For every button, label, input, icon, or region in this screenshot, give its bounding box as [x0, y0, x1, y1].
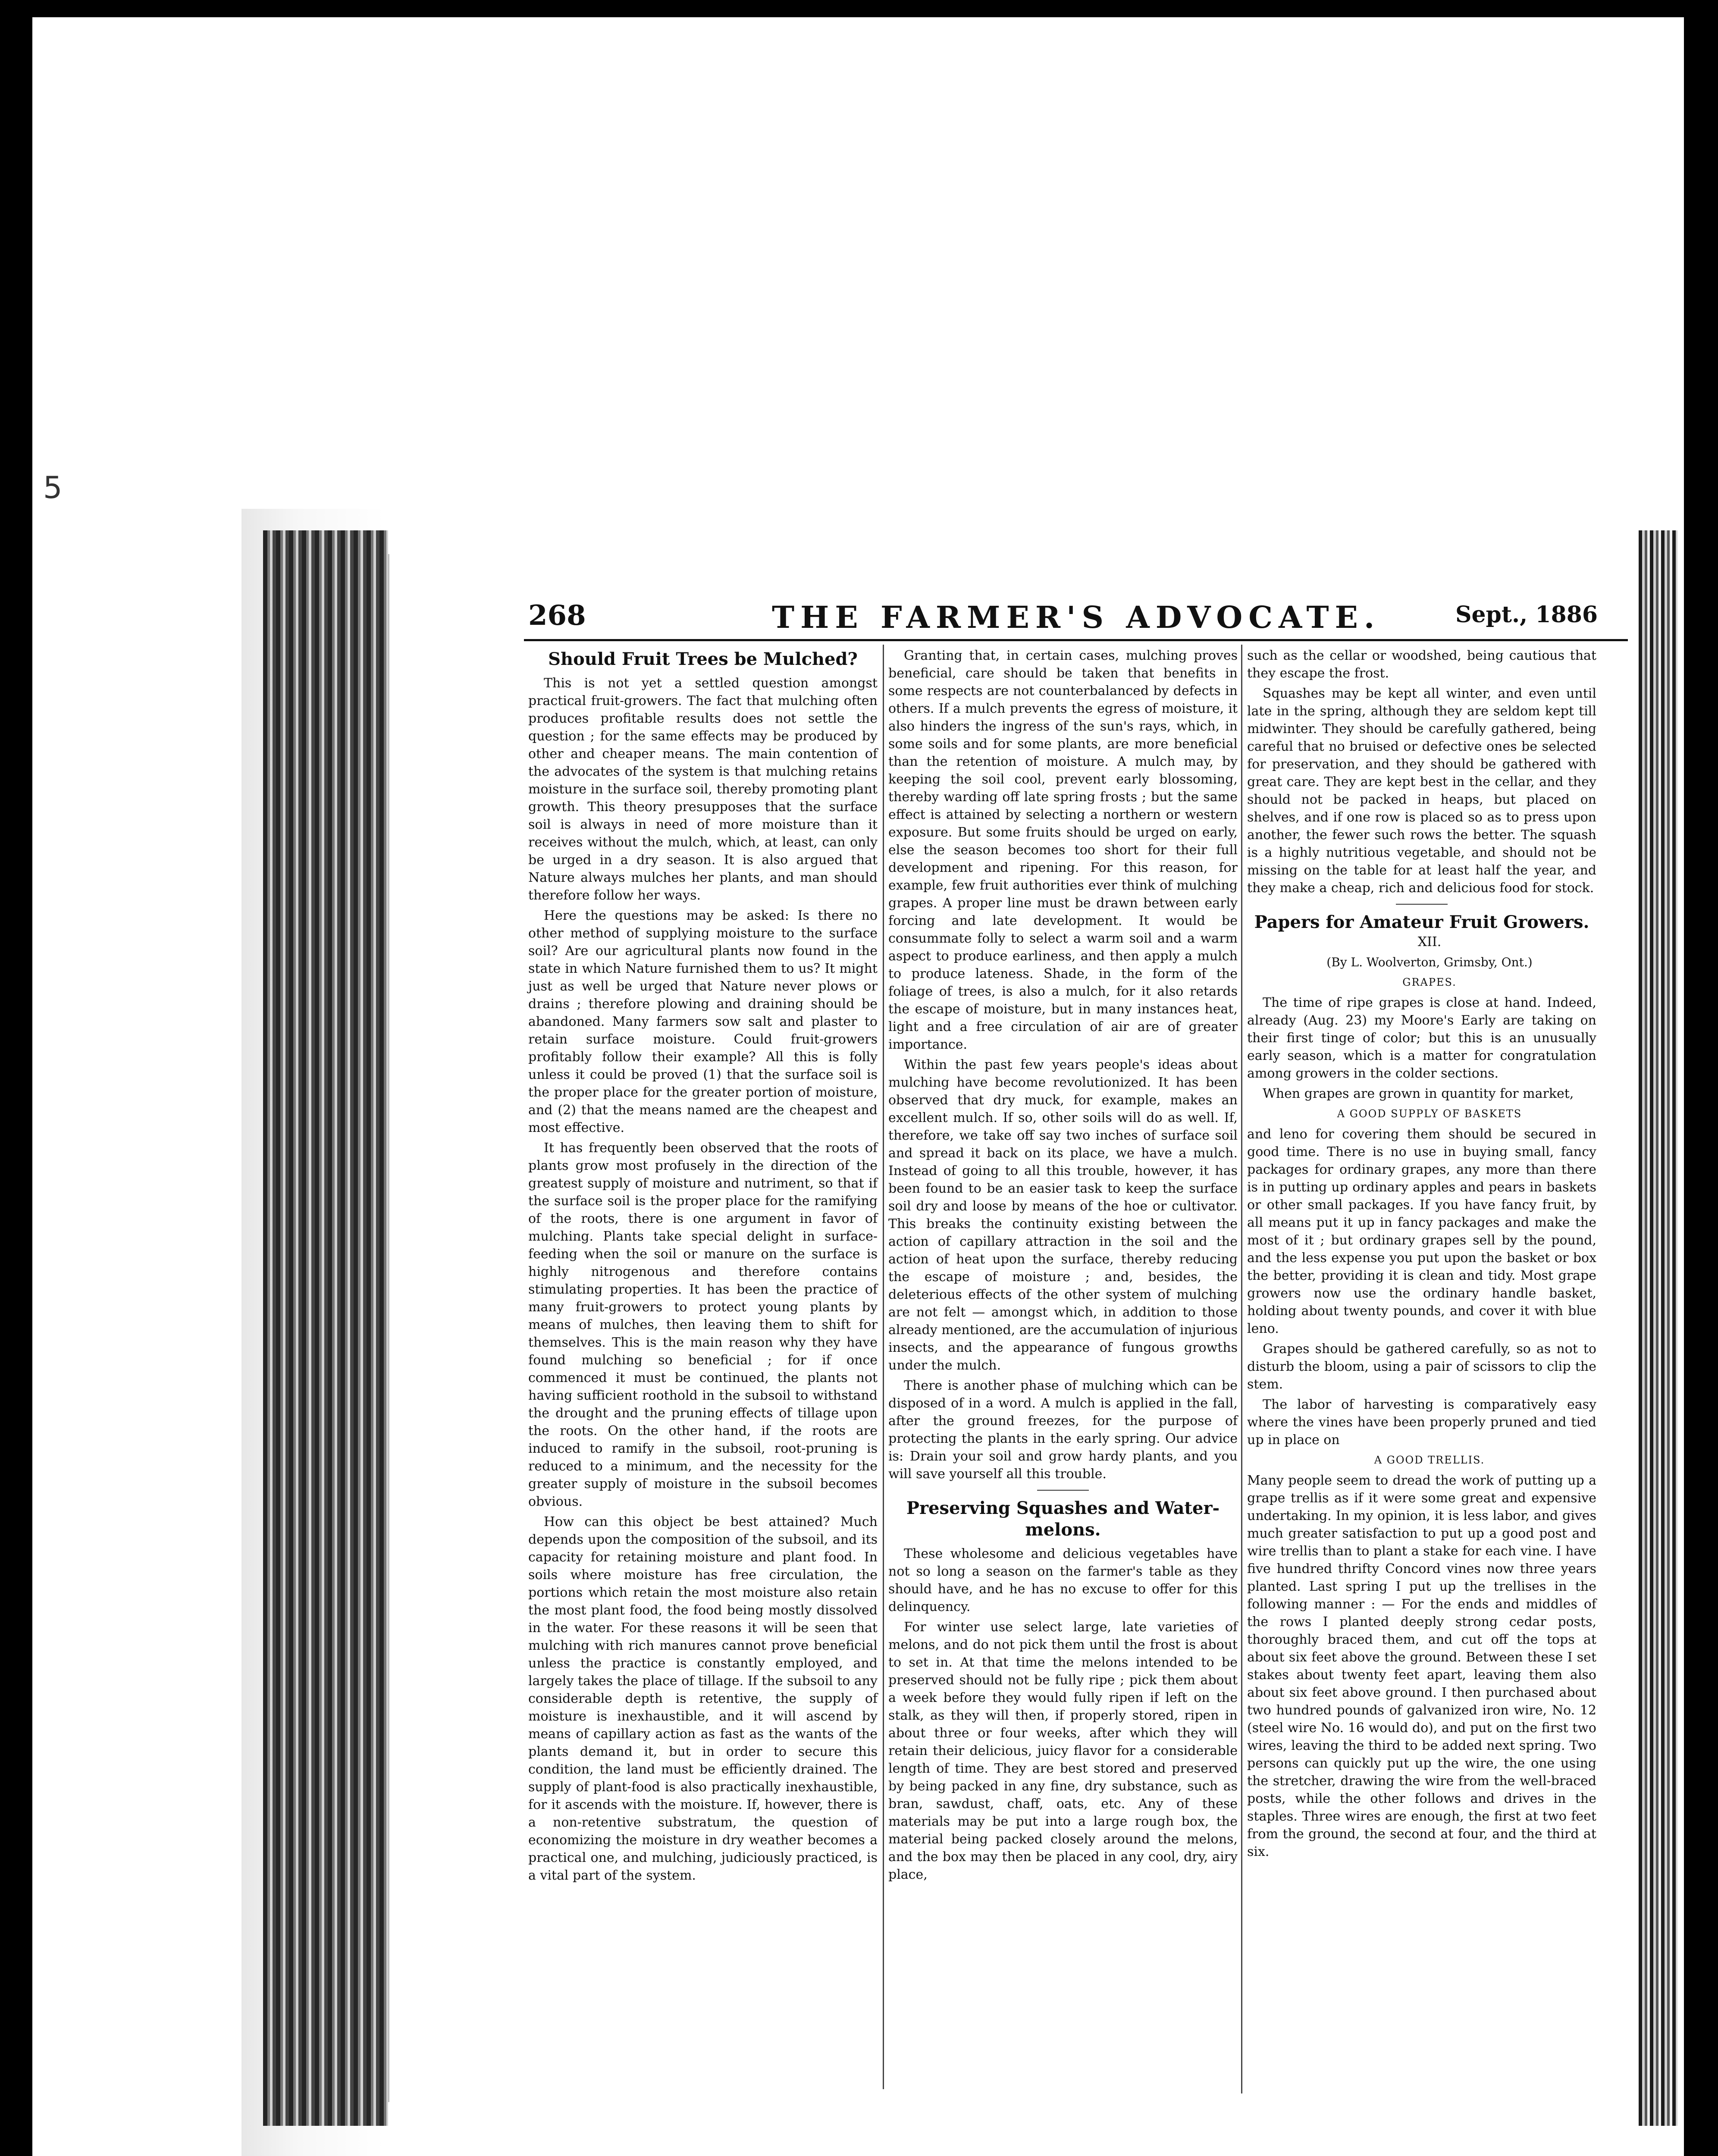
subhead-trellis: A GOOD TRELLIS.: [1374, 1454, 1485, 1466]
byline: (By L. Woolverton, Grimsby, Ont.): [1326, 955, 1533, 969]
scan-border-top: [0, 0, 1718, 17]
section-divider: [1396, 904, 1448, 905]
column-rule-2: [1241, 645, 1242, 2093]
paragraph: Granting that, in certain cases, mulching proves beneficial, care should be taken that benefits in some respects are not counterbalanced by defects in others. If a mulch prevents the egress of moisture, it also hinders the ingress of the sun's rays, which, in some soils and for some plants, are more beneficial than the retention of moisture. A mulch may, by keeping the soil cool, prevent early blossoming, thereby warding off late spring frosts ; but the same effect is attained by selecting a northern or western exposure. But some fruits should be urged on early, else the season becomes too short for their full development and ripening. For this reason, for example, few fruit authorities ever think of mulching grapes. A proper line must be drawn between early forcing and late development. It would be consummate folly to select a warm soil and a warm aspect to produce earliness, and then apply a mulch to produce lateness. Shade, in the form of the foliage of trees, is also a mulch, for it also retards the escape of moisture, but in many instances heat, light and a free circulation of air are of greater importance.: [888, 648, 1238, 1052]
paragraph: How can this object be best attained? Much depends upon the composition of the subsoil, and its capacity for retaining moisture and plant food. In soils where moisture has free circulation, the portions which retain the most moisture also retain the most plant food, the food being mostly dissolved in the water. For these reasons it will be seen that mulching with rich manures cannot prove beneficial unless the practice is constantly employed, and largely takes the place of tillage. If the subsoil to any considerable depth is retentive, the supply of moisture is inexhaustible, and it will ascend by means of capillary action as fast as the wants of the plants demand it, but in order to secure this condition, the land must be efficiently drained. The supply of plant-food is also practically inexhaustible, for it ascends with the moisture. If, however, there is a non-retentive substratum, the question of economizing the moisture in dry weather becomes a practical one, and mulching, judiciously practiced, is a vital part of the system.: [528, 1514, 878, 1883]
page-number: 268: [528, 599, 586, 632]
paragraph: There is another phase of mulching which can be disposed of in a word. A mulch is applied in the fall, after the ground freezes, for the purpose of protecting the plants in the early spring. Our advice is: Drain your soil and grow hardy plants, and you will save yourself all this trouble.: [888, 1378, 1238, 1482]
paragraph: These wholesome and delicious vegetables have not so long a season on the farmer's table as they should have, and he has no excuse to offer for this delinquency.: [888, 1546, 1238, 1614]
paragraph: The time of ripe grapes is close at hand. Indeed, already (Aug. 23) my Moore's Early are taking on their first tinge of color; but this is an unusually early season, which is a matter for congratulation among growers in the colder sections.: [1247, 995, 1596, 1081]
subhead-grapes: GRAPES.: [1402, 976, 1457, 988]
paragraph: Grapes should be gathered carefully, so as not to disturb the bloom, using a pair of scissors to clip the stem.: [1247, 1341, 1596, 1392]
scan-border-right: [1684, 0, 1718, 2156]
masthead-title: THE FARMER'S ADVOCATE.: [772, 599, 1381, 635]
column-2: [888, 647, 1238, 1886]
article-title-mulching: Should Fruit Trees be Mulched?: [548, 649, 858, 669]
margin-note: 5: [43, 470, 63, 505]
paragraph: Squashes may be kept all winter, and even until late in the spring, although they are seldom kept till midwinter. They should be carefully gathered, being careful that no bruised or defective ones be selected for preservation, and they should be gathered with great care. They are kept best in the cellar, and they should not be packed in heaps, but placed on shelves, and if one row is placed so as to press upon another, the fewer such rows the better. The squash is a highly nutritious vegetable, and should not be missing on the table for at least half the year, and they make a cheap, rich and delicious food for stock.: [1247, 686, 1596, 896]
column-1: [528, 647, 878, 1887]
header-rule: [524, 639, 1628, 641]
subhead-baskets: A GOOD SUPPLY OF BASKETS: [1337, 1108, 1522, 1120]
paragraph: It has frequently been observed that the roots of plants grow most profusely in the direction of the greatest supply of moisture and nutriment, so that if the surface soil is the proper place for the ramifying of the roots, there is one argument in favor of mulching. Plants take special delight in surface-feeding when the soil or manure on the surface is highly nitrogenous and therefore contains stimulating properties. It has been the practice of many fruit-growers to protect young plants by means of mulches, then leaving them to shift for themselves. This is the main reason why they have found mulching so beneficial ; for if once commenced it must be continued, the plants not having sufficient roothold in the subsoil to withstand the drought and the pruning effects of tillage upon the roots. On the other hand, if the roots are induced to ramify in the subsoil, root-pruning is reduced to a minimum, and the necessity for the greater supply of moisture in the subsoil becomes obvious.: [528, 1141, 878, 1509]
issue-date: Sept., 1886: [1455, 602, 1598, 628]
paragraph: and leno for covering them should be secured in good time. There is no use in buying small, fancy packages for ordinary grapes, any more than there is in putting up ordinary apples and pears in baskets or other small packages. If you have fancy fruit, by all means put it up in fancy packages and make the most of it ; but ordinary grapes sell by the pound, and the less expense you put upon the basket or box the better, providing it is clean and tidy. Most grape growers now use the ordinary handle basket, holding about twenty pounds, and cover it with blue leno.: [1247, 1127, 1596, 1336]
paragraph: such as the cellar or woodshed, being cautious that they escape the frost.: [1247, 648, 1596, 681]
page-stack-right: [1639, 530, 1677, 2126]
paragraph: Many people seem to dread the work of putting up a grape trellis as if it were some great and expensive undertaking. In my opinion, it is less labor, and gives much greater satisfaction to put up a good post and wire trellis than to plant a stake for each vine. I have five hundred thrifty Concord vines now three years planted. Last spring I put up the trellises in the following manner : — For the ends and middles of the rows I planted deeply strong cedar posts, thoroughly braced them, and cut off the tops at about six feet above the ground. Between these I set stakes about twenty feet apart, leaving them also about six feet above ground. I then purchased about two hundred pounds of galvanized iron wire, No. 12 (steel wire No. 16 would do), and put on the first two wires, leaving the third to be added next spring. Two persons can quickly put up the wire, the one using the stretcher, drawing the wire from the well-braced posts, while the other follows and drives in the staples. Three wires are enough, the first at two feet from the ground, the second at four, and the third at six.: [1247, 1473, 1596, 1859]
scan-border-left: [0, 0, 32, 2156]
paragraph: For winter use select large, late varieties of melons, and do not pick them until the frost is about to set in. At that time the melons intended to be preserved should not be fully ripe ; pick them about a week before they would fully ripen if left on the stalk, as they will then, if properly stored, ripen in about three or four weeks, after which they will retain their delicious, juicy flavor for a considerable length of time. They are best stored and preserved by being packed in any fine, dry substance, such as bran, sawdust, chaff, oats, etc. Any of these materials may be put into a large rough box, the material being packed closely around the melons, and the box may then be placed in any cool, dry, airy place,: [888, 1620, 1238, 1882]
paragraph: When grapes are grown in quantity for market,: [1263, 1086, 1574, 1101]
paragraph: This is not yet a settled question amongst practical fruit-growers. The fact that mulching often produces profitable results does not settle the question ; for the same effects may be produced by other and cheaper means. The main contention of the advocates of the system is that mulching retains moisture in the surface soil, thereby promoting plant growth. This theory presupposes that the surface soil is always in need of more moisture than it receives without the mulch, which, at least, can only be urged in a dry season. It is also argued that Nature always mulches her plants, and man should therefore follow her ways.: [528, 676, 878, 903]
article-title-squashes: Preserving Squashes and Water-melons.: [906, 1498, 1220, 1540]
paragraph: Within the past few years people's ideas about mulching have become revolutionized. It has been observed that dry muck, for example, makes an excellent mulch. If so, other soils will do as well. If, therefore, we take off say two inches of surface soil and spread it back on its place, we have a mulch. Instead of going to all this trouble, however, it has been found to be an easier task to keep the surface soil dry and loose by means of the hoe or cultivator. This breaks the continuity existing between the action of capillary attraction in the soil and the action of heat upon the surface, thereby reducing the escape of moisture ; and, besides, the deleterious effects of the other system of mulching are not felt — amongst which, in addition to those already mentioned, are the accumulation of injurious insects, and the appearance of fungous growths under the mulch.: [888, 1057, 1238, 1373]
paragraph: Here the questions may be asked: Is there no other method of supplying moisture to the surface soil? Are our agricultural plants now found in the state in which Nature furnished them to us? It might just as well be urged that Nature never plows or drains ; therefore plowing and draining should be abandoned. Many farmers sow salt and plaster to retain surface moisture. Could fruit-growers profitably follow their example? All this is folly unless it could be proved (1) that the surface soil is the proper place for the greater portion of moisture, and (2) that the means named are the cheapest and most effective.: [528, 908, 878, 1135]
section-divider: [1037, 1490, 1089, 1491]
paragraph: The labor of harvesting is comparatively easy where the vines have been properly pruned and tied up in place on: [1247, 1397, 1596, 1448]
column-rule-1: [883, 645, 884, 2089]
column-3: [1247, 647, 1596, 1863]
page-stack-left: [263, 530, 388, 2126]
article-title-fruit-growers: Papers for Amateur Fruit Growers.: [1254, 912, 1589, 932]
series-number: XII.: [1417, 934, 1442, 950]
